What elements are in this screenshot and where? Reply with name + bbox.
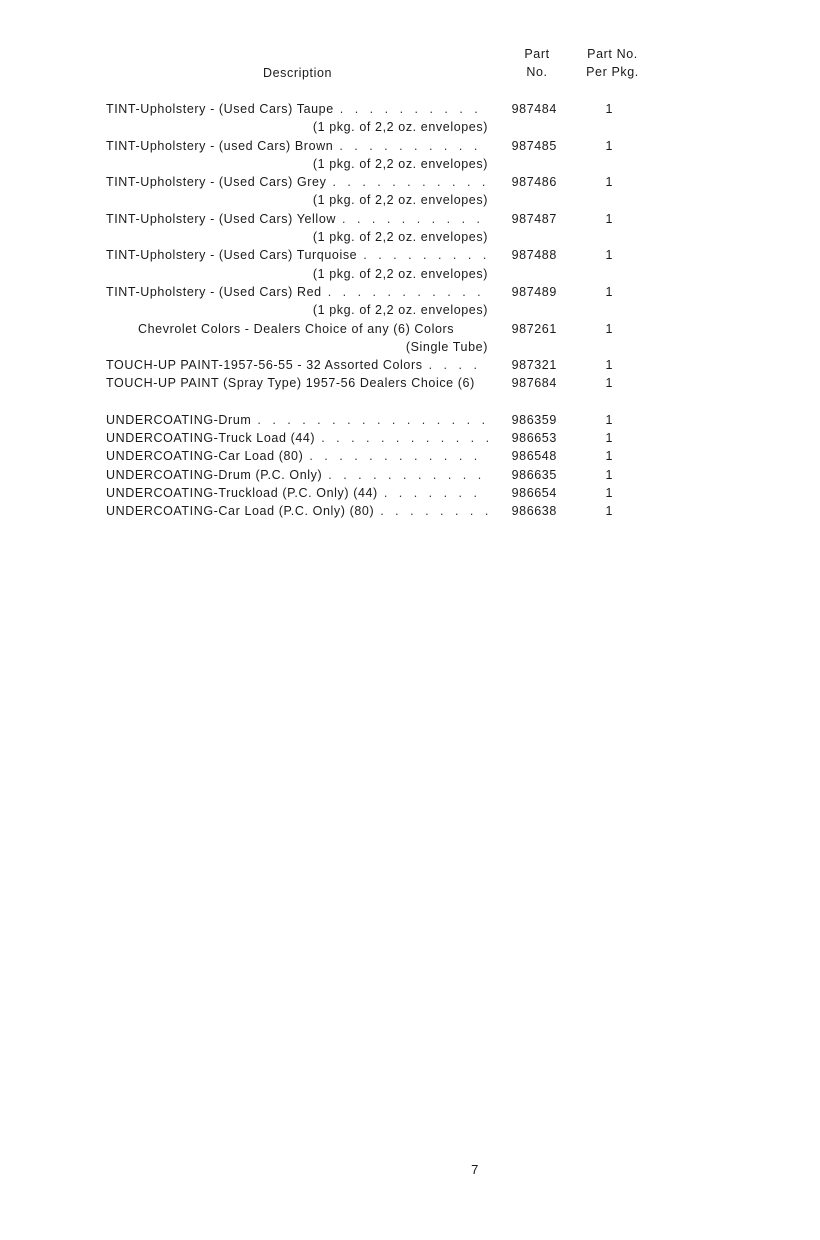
description-header xyxy=(230,64,365,82)
row-description xyxy=(106,283,490,301)
table-row xyxy=(106,411,646,429)
description-text: UNDERCOATING-Car Load (80) xyxy=(106,449,304,464)
per-pkg-quantity xyxy=(573,265,646,283)
per-pkg-quantity: 1 xyxy=(605,431,614,446)
per-pkg-quantity xyxy=(573,301,646,319)
description-continuation: (1 pkg. of 2,2 oz. envelopes) xyxy=(312,230,488,245)
row-description xyxy=(106,118,490,136)
part-number: 987488 xyxy=(511,248,557,263)
description-continuation: (1 pkg. of 2,2 oz. envelopes) xyxy=(312,303,488,318)
part-number: 987484 xyxy=(511,102,557,116)
description-text: UNDERCOATING-Drum (P.C. Only) xyxy=(106,467,323,482)
dot-leader xyxy=(309,447,488,465)
per-pkg-quantity: 1 xyxy=(605,449,614,464)
table-row xyxy=(106,173,646,191)
part-number: 987489 xyxy=(511,284,557,299)
table-row xyxy=(106,137,646,155)
dot-leader xyxy=(384,484,488,502)
per-pkg-quantity: 1 xyxy=(605,376,614,391)
per-pkg-header xyxy=(575,45,650,81)
part-no-header-line2: No. xyxy=(526,65,548,79)
description-text: TINT-Upholstery - (Used Cars) Red xyxy=(106,284,322,299)
row-description xyxy=(106,173,490,191)
table-row xyxy=(106,447,646,465)
description-text: UNDERCOATING-Drum xyxy=(106,412,252,427)
row-description xyxy=(106,210,490,228)
description-text: TINT-Upholstery - (Used Cars) Taupe xyxy=(106,102,334,116)
part-number: 986638 xyxy=(511,504,557,519)
row-description xyxy=(106,155,490,173)
description-text: UNDERCOATING-Car Load (P.C. Only) (80) xyxy=(106,504,375,519)
row-description xyxy=(106,374,490,392)
dot-leader xyxy=(339,137,488,155)
part-number xyxy=(500,338,569,356)
table-row xyxy=(106,429,646,447)
dot-leader xyxy=(328,466,488,484)
description-text: UNDERCOATING-Truckload (P.C. Only) (44) xyxy=(106,485,378,500)
row-description xyxy=(106,301,490,319)
table-row xyxy=(106,100,646,118)
description-header-label: Description xyxy=(262,66,333,80)
table-row xyxy=(106,484,646,502)
row-description xyxy=(106,265,490,283)
per-pkg-quantity: 1 xyxy=(605,485,614,500)
table-row-continuation xyxy=(106,265,646,283)
part-number: 986653 xyxy=(511,431,557,446)
part-number: 987684 xyxy=(511,376,557,391)
part-number xyxy=(500,228,569,246)
per-pkg-quantity: 1 xyxy=(605,102,614,116)
description-text: UNDERCOATING-Truck Load (44) xyxy=(106,431,316,446)
description-continuation: (1 pkg. of 2,2 oz. envelopes) xyxy=(312,193,488,208)
part-number: 987485 xyxy=(511,138,557,153)
part-no-header-line1: Part xyxy=(524,47,550,61)
dot-leader xyxy=(328,283,488,301)
part-no-header xyxy=(502,45,572,81)
per-pkg-quantity xyxy=(573,118,646,136)
description-continuation: (1 pkg. of 2,2 oz. envelopes) xyxy=(312,266,488,281)
part-number: 987486 xyxy=(511,175,557,190)
table-row-continuation xyxy=(106,191,646,209)
section-spacer xyxy=(106,393,646,411)
part-number: 986635 xyxy=(511,467,557,482)
row-description xyxy=(106,502,490,520)
part-number: 986548 xyxy=(511,449,557,464)
table-row xyxy=(106,246,646,264)
row-description xyxy=(106,338,490,356)
table-row-continuation xyxy=(106,338,646,356)
per-pkg-quantity: 1 xyxy=(605,321,614,336)
description-continuation: (Single Tube) xyxy=(405,339,488,354)
page-number: 7 xyxy=(471,1162,479,1177)
per-pkg-quantity xyxy=(573,228,646,246)
row-description xyxy=(106,466,490,484)
description-text: TOUCH-UP PAINT (Spray Type) 1957-56 Dealers Choice (6) xyxy=(106,376,475,391)
parts-table xyxy=(106,100,646,521)
description-text: TINT-Upholstery - (Used Cars) Grey xyxy=(106,175,327,190)
per-pkg-header-line1: Part No. xyxy=(587,47,638,61)
table-row xyxy=(106,374,646,392)
part-number: 987261 xyxy=(511,321,557,336)
per-pkg-quantity: 1 xyxy=(605,248,614,263)
table-row xyxy=(106,320,646,338)
description-continuation: (1 pkg. of 2,2 oz. envelopes) xyxy=(312,120,488,135)
row-description xyxy=(106,429,490,447)
table-row xyxy=(106,356,646,374)
dot-leader xyxy=(429,356,488,374)
row-description xyxy=(106,100,490,118)
dot-leader xyxy=(332,173,488,191)
per-pkg-quantity xyxy=(573,191,646,209)
row-description xyxy=(106,191,490,209)
table-row-continuation xyxy=(106,118,646,136)
table-row-continuation xyxy=(106,155,646,173)
dot-leader xyxy=(363,246,488,264)
table-row xyxy=(106,283,646,301)
dot-leader xyxy=(340,100,488,118)
table-row xyxy=(106,466,646,484)
row-description xyxy=(106,137,490,155)
per-pkg-quantity xyxy=(573,338,646,356)
per-pkg-quantity: 1 xyxy=(605,284,614,299)
per-pkg-quantity: 1 xyxy=(605,504,614,519)
part-number: 986654 xyxy=(511,485,557,500)
description-text: Chevrolet Colors - Dealers Choice of any (6) Colors xyxy=(138,321,455,336)
part-number xyxy=(500,301,569,319)
table-row xyxy=(106,502,646,520)
part-number xyxy=(500,265,569,283)
per-pkg-quantity: 1 xyxy=(605,138,614,153)
description-continuation: (1 pkg. of 2,2 oz. envelopes) xyxy=(312,156,488,171)
table-row xyxy=(106,210,646,228)
per-pkg-quantity: 1 xyxy=(605,412,614,427)
part-number xyxy=(500,155,569,173)
table-row-continuation xyxy=(106,301,646,319)
dot-leader xyxy=(380,502,488,520)
per-pkg-quantity: 1 xyxy=(605,358,614,373)
part-number: 987487 xyxy=(511,211,557,226)
description-text: TOUCH-UP PAINT-1957-56-55 - 32 Assorted Colors xyxy=(106,358,423,373)
per-pkg-quantity: 1 xyxy=(605,175,614,190)
part-number: 986359 xyxy=(511,412,557,427)
part-number xyxy=(500,191,569,209)
row-description xyxy=(106,246,490,264)
table-row-continuation xyxy=(106,228,646,246)
part-number xyxy=(500,118,569,136)
description-text: TINT-Upholstery - (Used Cars) Turquoise xyxy=(106,248,358,263)
per-pkg-quantity xyxy=(573,155,646,173)
description-text: TINT-Upholstery - (used Cars) Brown xyxy=(106,138,334,153)
dot-leader xyxy=(321,429,488,447)
row-description xyxy=(106,320,490,338)
dot-leader xyxy=(342,210,488,228)
row-description xyxy=(106,228,490,246)
per-pkg-quantity: 1 xyxy=(605,467,614,482)
row-description xyxy=(106,356,490,374)
dot-leader xyxy=(257,411,488,429)
per-pkg-quantity: 1 xyxy=(605,211,614,226)
row-description xyxy=(106,484,490,502)
part-number: 987321 xyxy=(511,358,557,373)
description-text: TINT-Upholstery - (Used Cars) Yellow xyxy=(106,211,336,226)
per-pkg-header-line2: Per Pkg. xyxy=(586,65,639,79)
row-description xyxy=(106,447,490,465)
row-description xyxy=(106,411,490,429)
